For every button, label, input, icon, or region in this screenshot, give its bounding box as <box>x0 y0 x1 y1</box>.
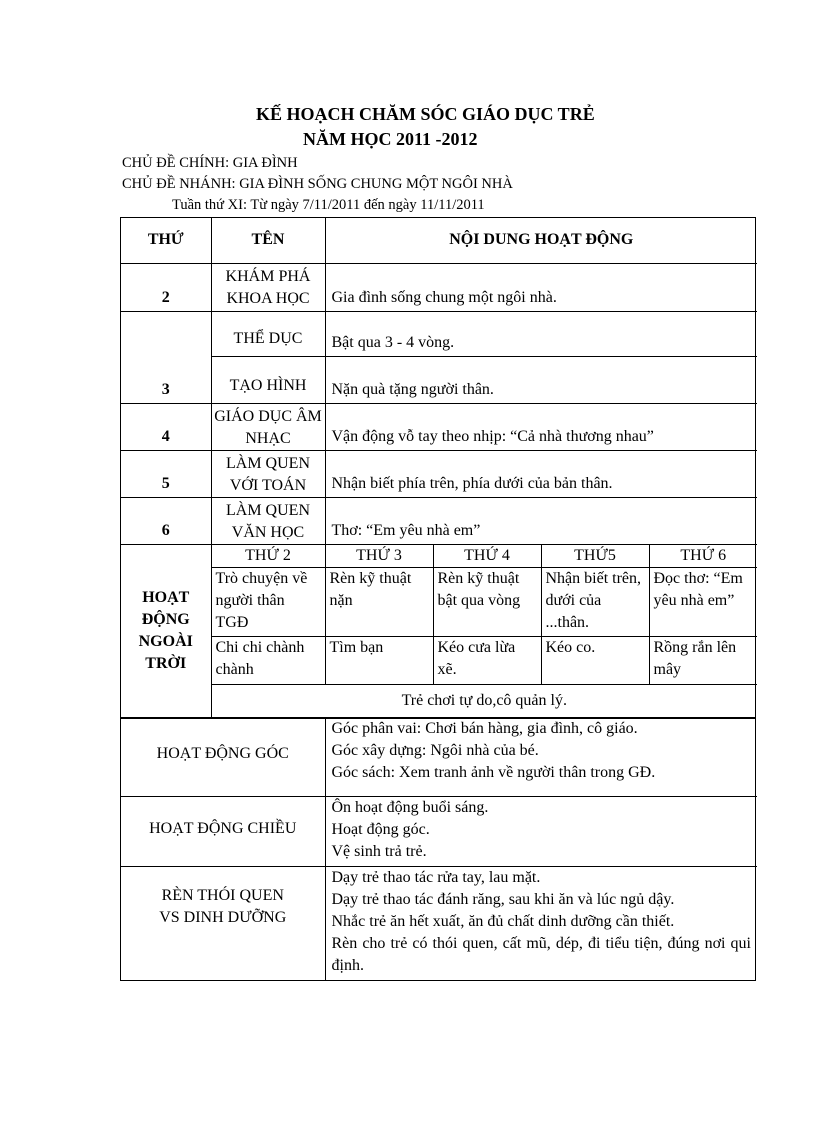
afternoon-content <box>325 796 757 866</box>
activity-name: KHÁM PHÁ KHOA HỌC <box>211 263 325 311</box>
document-title: KẾ HOẠCH CHĂM SÓC GIÁO DỤC TRẺ <box>256 104 595 124</box>
activity-content: Nhận biết phía trên, phía dưới của bản thân. <box>325 450 757 497</box>
afternoon-line: Ôn hoạt động buổi sáng. <box>331 798 489 816</box>
schedule-table <box>120 217 756 719</box>
activity-content: Nặn quà tặng người thân. <box>325 356 757 403</box>
activity-content: Vận động vỗ tay theo nhịp: “Cả nhà thương nhau” <box>325 403 757 450</box>
activity-name: LÀM QUEN VỚI TOÁN <box>211 450 325 497</box>
outdoor-game: Kéo co. <box>541 636 649 684</box>
outdoor-game: Tìm bạn <box>325 636 433 684</box>
table-row <box>121 311 757 356</box>
afternoon-label: HOẠT ĐỘNG CHIỀU <box>121 796 325 866</box>
outdoor-activity: Đọc thơ: “Em yêu nhà em” <box>649 567 757 636</box>
afternoon-line: Hoạt động góc. <box>331 820 430 838</box>
outdoor-day-header: THỨ 2 <box>211 544 325 567</box>
day-cell: 4 <box>121 403 211 450</box>
outdoor-game: Chi chi chành chành <box>211 636 325 684</box>
day-cell: 6 <box>121 497 211 544</box>
outdoor-day-header: THỨ 6 <box>649 544 757 567</box>
habits-line: Rèn cho trẻ có thói quen, cất mũ, dép, đi tiểu tiện, đúng nơi qui định. <box>331 934 751 974</box>
outdoor-activity: Rèn kỹ thuật bật qua vòng <box>433 567 541 636</box>
activity-content: Gia đình sống chung một ngôi nhà. <box>325 263 757 311</box>
table-row <box>121 403 757 450</box>
day-cell: 5 <box>121 450 211 497</box>
table-row <box>121 263 757 311</box>
corner-label: HOẠT ĐỘNG GÓC <box>121 718 325 796</box>
outdoor-day-header: THỨ 3 <box>325 544 433 567</box>
week-range: Tuần thứ XI: Từ ngày 7/11/2011 đến ngày 11/11/2011 <box>172 197 485 213</box>
corner-content <box>325 718 757 796</box>
activity-content: Thơ: “Em yêu nhà em” <box>325 497 757 544</box>
afternoon-line: Vệ sinh trả trẻ. <box>331 842 427 860</box>
day-cell: 3 <box>121 311 211 403</box>
activity-content: Bật qua 3 - 4 vòng. <box>325 311 757 356</box>
habits-line: Nhắc trẻ ăn hết xuất, ăn đủ chất dinh dưỡng cần thiết. <box>331 912 675 930</box>
header-content: NỘI DUNG HOẠT ĐỘNG <box>325 218 757 263</box>
outdoor-day-header: THỨ 4 <box>433 544 541 567</box>
table-row <box>121 497 757 544</box>
outdoor-game: Kéo cưa lừa xẽ. <box>433 636 541 684</box>
day-cell: 2 <box>121 263 211 311</box>
school-year: NĂM HỌC 2011 -2012 <box>303 129 478 149</box>
table-row <box>121 450 757 497</box>
corner-line: Góc phân vai: Chơi bán hàng, gia đình, cô giáo. <box>331 720 638 737</box>
habits-content <box>325 866 757 980</box>
activity-name: TẠO HÌNH <box>211 356 325 403</box>
main-topic: CHỦ ĐỀ CHÍNH: GIA ĐÌNH <box>122 155 298 171</box>
activity-name: THỂ DỤC <box>211 311 325 356</box>
habits-line: Dạy trẻ thao tác rửa tay, lau mặt. <box>331 868 541 886</box>
outdoor-activity: Nhận biết trên, dưới của ...thân. <box>541 567 649 636</box>
outdoor-game: Rồng rắn lên mây <box>649 636 757 684</box>
free-play: Trẻ chơi tự do,cô quản lý. <box>211 684 757 717</box>
activity-name: GIÁO DỤC ÂM NHẠC <box>211 403 325 450</box>
outdoor-activity: Trò chuyện về người thân TGĐ <box>211 567 325 636</box>
table-row <box>121 356 757 403</box>
corner-line: Góc sách: Xem tranh ảnh về người thân trong GĐ. <box>331 764 656 781</box>
outdoor-day-header: THỨ5 <box>541 544 649 567</box>
habits-line: Dạy trẻ thao tác đánh răng, sau khi ăn và lúc ngủ dậy. <box>331 890 675 908</box>
sub-topic: CHỦ ĐỀ NHÁNH: GIA ĐÌNH SỐNG CHUNG MỘT NGÔI NHÀ <box>122 176 513 192</box>
corner-line: Góc xây dựng: Ngôi nhà của bé. <box>331 742 539 759</box>
activity-name: LÀM QUEN VĂN HỌC <box>211 497 325 544</box>
outdoor-activity: Rèn kỹ thuật nặn <box>325 567 433 636</box>
header-name: TÊN <box>211 218 325 263</box>
lower-sections <box>120 717 756 981</box>
header-day: THỨ <box>121 218 211 263</box>
outdoor-label: HOẠT ĐỘNG NGOÀI TRỜI <box>121 544 211 717</box>
habits-label: RÈN THÓI QUEN VS DINH DƯỠNG <box>121 866 325 980</box>
